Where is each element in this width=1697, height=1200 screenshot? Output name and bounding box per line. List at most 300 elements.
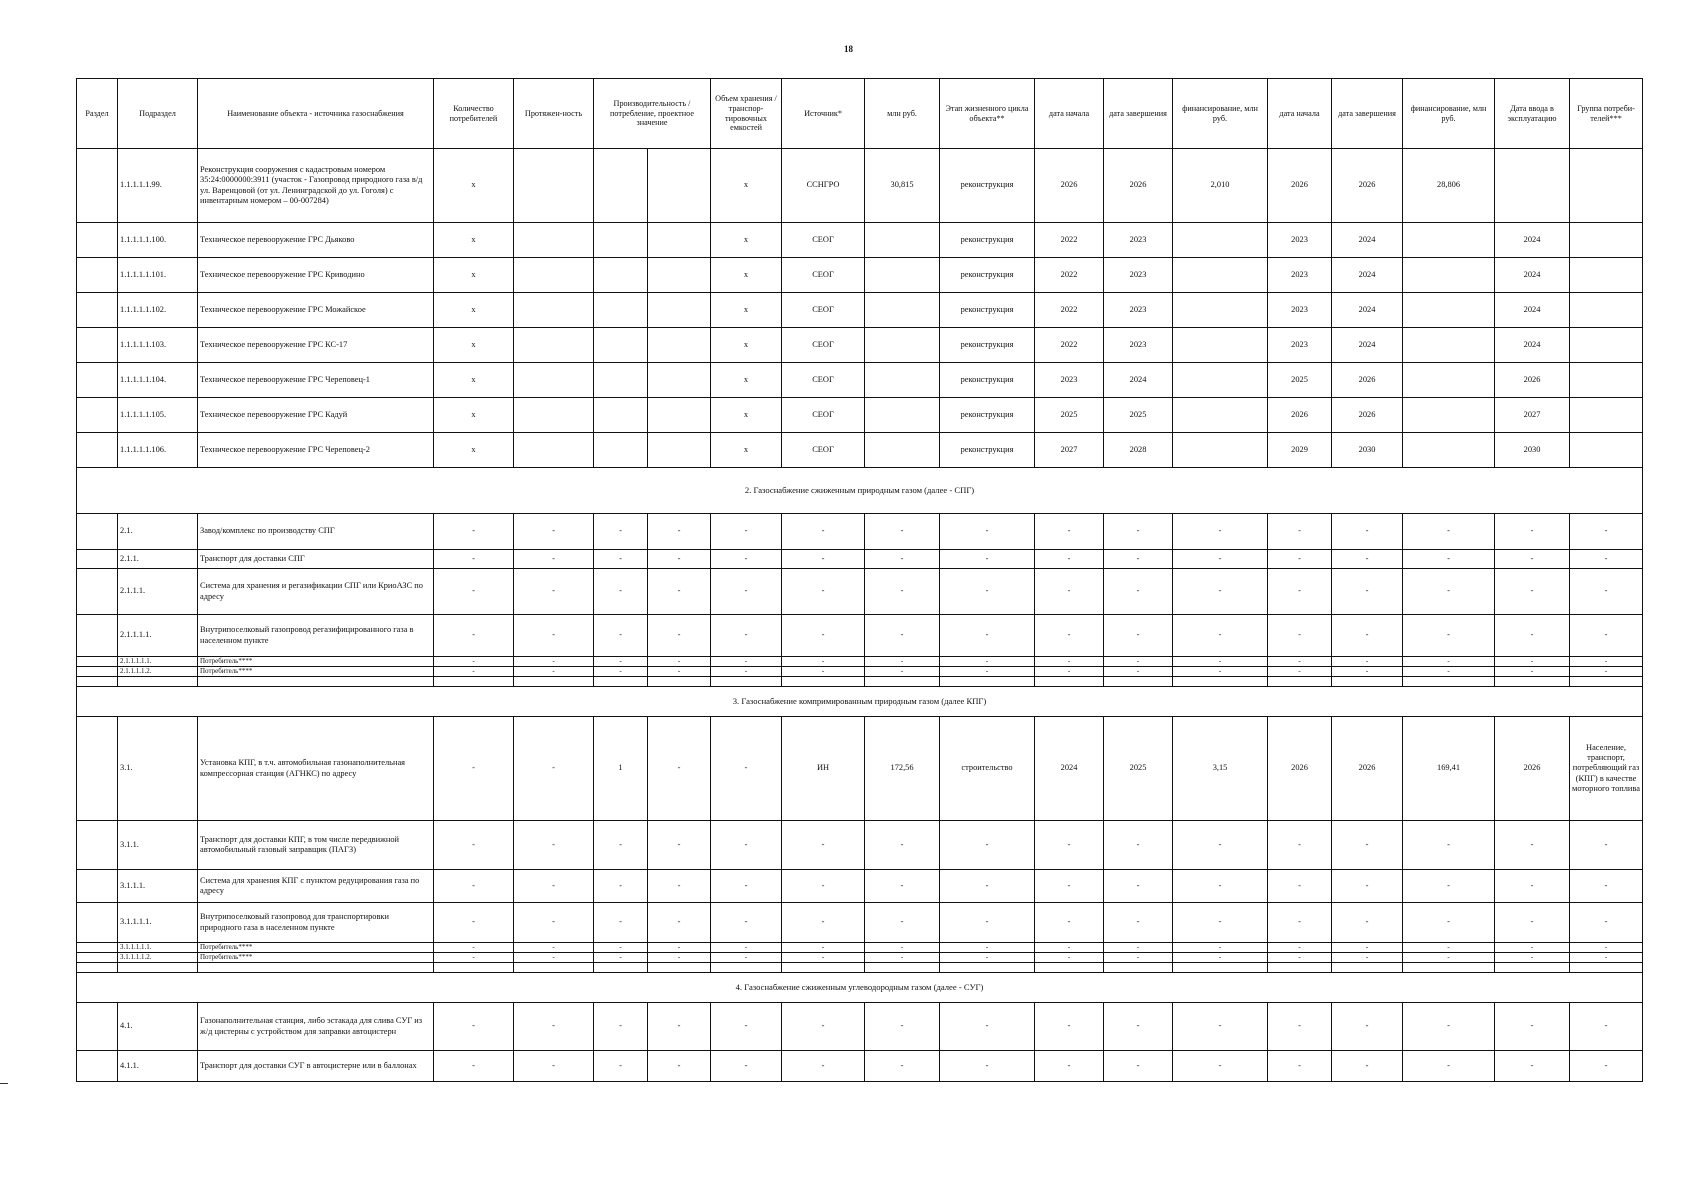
cell-d1e: - bbox=[1104, 903, 1173, 943]
cell-f1 bbox=[1173, 293, 1268, 328]
cell-d2e: 2026 bbox=[1332, 717, 1403, 821]
col-header-consumer-group: Группа потреби-телей*** bbox=[1570, 79, 1643, 149]
cell-p1 bbox=[594, 149, 648, 223]
cell-d2e: - bbox=[1332, 657, 1403, 667]
col-header-subsection: Подраздел bbox=[118, 79, 198, 149]
table-row bbox=[77, 903, 1643, 943]
cell-stage: - bbox=[940, 903, 1035, 943]
cell-vol: - bbox=[711, 615, 782, 657]
blank-cell bbox=[77, 963, 118, 973]
cell-group: - bbox=[1570, 657, 1643, 667]
col-header-financing-2: финансирование, млн руб. bbox=[1403, 79, 1495, 149]
cell-d2e: 2026 bbox=[1332, 398, 1403, 433]
cell-qty: x bbox=[434, 328, 514, 363]
cell-p1: - bbox=[594, 903, 648, 943]
cell-f2: - bbox=[1403, 953, 1495, 963]
cell-qty: - bbox=[434, 953, 514, 963]
cell-stage: реконструкция bbox=[940, 258, 1035, 293]
cell-group bbox=[1570, 149, 1643, 223]
cell-d1e: - bbox=[1104, 550, 1173, 569]
cell-vol: - bbox=[711, 821, 782, 870]
cell-group bbox=[1570, 328, 1643, 363]
section-cell bbox=[77, 433, 118, 468]
cell-d1e: 2023 bbox=[1104, 328, 1173, 363]
cell-f2 bbox=[1403, 293, 1495, 328]
cell-d1s: - bbox=[1035, 943, 1104, 953]
cell-d2e: - bbox=[1332, 953, 1403, 963]
object-name: Транспорт для доставки КПГ, в том числе передвижной автомобильный газовый заправщик (ПАГЗ) bbox=[198, 821, 434, 870]
cell-vol: x bbox=[711, 149, 782, 223]
cell-d2e: 2024 bbox=[1332, 293, 1403, 328]
cell-f2 bbox=[1403, 363, 1495, 398]
cell-qty: - bbox=[434, 514, 514, 550]
table-row bbox=[77, 514, 1643, 550]
cell-d2e: - bbox=[1332, 943, 1403, 953]
blank-row bbox=[77, 963, 1643, 973]
cell-group: - bbox=[1570, 943, 1643, 953]
table-row bbox=[77, 328, 1643, 363]
blank-row bbox=[77, 677, 1643, 687]
cell-commission: - bbox=[1495, 1051, 1570, 1082]
cell-group bbox=[1570, 433, 1643, 468]
cell-len: - bbox=[514, 1003, 594, 1051]
cell-d2e: - bbox=[1332, 870, 1403, 903]
cell-qty: - bbox=[434, 717, 514, 821]
cell-len bbox=[514, 223, 594, 258]
cell-d2e: - bbox=[1332, 615, 1403, 657]
cell-len: - bbox=[514, 667, 594, 677]
cell-mln bbox=[865, 363, 940, 398]
cell-d2e: - bbox=[1332, 903, 1403, 943]
blank-cell bbox=[118, 677, 198, 687]
subsection-code: 1.1.1.1.1.105. bbox=[118, 398, 198, 433]
cell-p2 bbox=[648, 149, 711, 223]
cell-stage: - bbox=[940, 821, 1035, 870]
table-row bbox=[77, 550, 1643, 569]
cell-d2e: 2026 bbox=[1332, 149, 1403, 223]
blank-cell bbox=[198, 963, 434, 973]
cell-p2: - bbox=[648, 569, 711, 615]
cell-d2s: 2023 bbox=[1268, 328, 1332, 363]
table-header-row bbox=[77, 79, 1643, 149]
cell-d1s: 2022 bbox=[1035, 293, 1104, 328]
table-row bbox=[77, 717, 1643, 821]
cell-d2e: 2026 bbox=[1332, 363, 1403, 398]
cell-stage: - bbox=[940, 667, 1035, 677]
section-cell bbox=[77, 550, 118, 569]
object-name: Транспорт для доставки СПГ bbox=[198, 550, 434, 569]
cell-stage: - bbox=[940, 870, 1035, 903]
cell-commission: - bbox=[1495, 514, 1570, 550]
cell-d1s: - bbox=[1035, 550, 1104, 569]
cell-d1e: - bbox=[1104, 870, 1173, 903]
cell-p2 bbox=[648, 223, 711, 258]
subsection-code: 1.1.1.1.1.106. bbox=[118, 433, 198, 468]
cell-mln bbox=[865, 223, 940, 258]
cell-d1s: 2022 bbox=[1035, 328, 1104, 363]
cell-d1e: 2024 bbox=[1104, 363, 1173, 398]
col-header-consumers: Количество потребителей bbox=[434, 79, 514, 149]
table-row bbox=[77, 657, 1643, 667]
cell-f2: 28,806 bbox=[1403, 149, 1495, 223]
blank-cell bbox=[434, 677, 514, 687]
cell-f2: - bbox=[1403, 514, 1495, 550]
cell-qty: x bbox=[434, 398, 514, 433]
cell-d1e: 2025 bbox=[1104, 717, 1173, 821]
cell-src: - bbox=[782, 943, 865, 953]
object-name: Потребитель**** bbox=[198, 657, 434, 667]
subsection-code: 1.1.1.1.1.102. bbox=[118, 293, 198, 328]
table-row bbox=[77, 293, 1643, 328]
object-name: Техническое перевооружение ГРС Череповец-1 bbox=[198, 363, 434, 398]
cell-p2: - bbox=[648, 1051, 711, 1082]
cell-f2: - bbox=[1403, 550, 1495, 569]
cell-d1e: 2025 bbox=[1104, 398, 1173, 433]
cell-p2: - bbox=[648, 514, 711, 550]
cell-len: - bbox=[514, 550, 594, 569]
cell-p2: - bbox=[648, 953, 711, 963]
cell-qty: - bbox=[434, 943, 514, 953]
cell-src: СЕОГ bbox=[782, 398, 865, 433]
cell-stage: - bbox=[940, 550, 1035, 569]
subsection-code: 1.1.1.1.1.99. bbox=[118, 149, 198, 223]
table-row bbox=[77, 398, 1643, 433]
section-cell bbox=[77, 569, 118, 615]
cell-d1e: - bbox=[1104, 821, 1173, 870]
blank-cell bbox=[648, 677, 711, 687]
cell-stage: - bbox=[940, 569, 1035, 615]
cell-qty: x bbox=[434, 363, 514, 398]
cell-len: - bbox=[514, 943, 594, 953]
cell-d1e: 2023 bbox=[1104, 258, 1173, 293]
cell-d1s: - bbox=[1035, 821, 1104, 870]
cell-d1e: 2028 bbox=[1104, 433, 1173, 468]
section-cell bbox=[77, 717, 118, 821]
object-name: Потребитель**** bbox=[198, 953, 434, 963]
cell-d2s: - bbox=[1268, 657, 1332, 667]
cell-mln: - bbox=[865, 821, 940, 870]
cell-qty: x bbox=[434, 149, 514, 223]
cell-f2: 169,41 bbox=[1403, 717, 1495, 821]
cell-d2e: - bbox=[1332, 569, 1403, 615]
page-number: 18 bbox=[844, 44, 853, 54]
cell-f2: - bbox=[1403, 1051, 1495, 1082]
cell-d1e: - bbox=[1104, 514, 1173, 550]
cell-d1s: 2026 bbox=[1035, 149, 1104, 223]
cell-f1: - bbox=[1173, 1003, 1268, 1051]
object-name: Внутрипоселковый газопровод регазифицированного газа в населенном пункте bbox=[198, 615, 434, 657]
table-row bbox=[77, 569, 1643, 615]
subsection-code: 1.1.1.1.1.100. bbox=[118, 223, 198, 258]
cell-f1 bbox=[1173, 398, 1268, 433]
blank-cell bbox=[1403, 677, 1495, 687]
cell-commission: - bbox=[1495, 870, 1570, 903]
cell-mln: - bbox=[865, 514, 940, 550]
table-row bbox=[77, 953, 1643, 963]
col-header-commission-date: Дата ввода в эксплуатацию bbox=[1495, 79, 1570, 149]
section-cell bbox=[77, 657, 118, 667]
cell-d2e: - bbox=[1332, 550, 1403, 569]
cell-d1e: - bbox=[1104, 1051, 1173, 1082]
section-cell bbox=[77, 514, 118, 550]
cell-f1: - bbox=[1173, 821, 1268, 870]
cell-f1: 2,010 bbox=[1173, 149, 1268, 223]
cell-mln: - bbox=[865, 943, 940, 953]
margin-mark bbox=[0, 1083, 8, 1084]
col-header-lifecycle-stage: Этап жизненного цикла объекта** bbox=[940, 79, 1035, 149]
cell-p1: - bbox=[594, 1051, 648, 1082]
cell-d2e: - bbox=[1332, 1051, 1403, 1082]
cell-d2s: 2023 bbox=[1268, 258, 1332, 293]
col-header-start-date-2: дата начала bbox=[1268, 79, 1332, 149]
section-cell bbox=[77, 1051, 118, 1082]
section-cell bbox=[77, 615, 118, 657]
cell-d2s: 2029 bbox=[1268, 433, 1332, 468]
section-cell bbox=[77, 870, 118, 903]
cell-mln: - bbox=[865, 615, 940, 657]
cell-p2: - bbox=[648, 657, 711, 667]
cell-stage: реконструкция bbox=[940, 363, 1035, 398]
cell-vol: x bbox=[711, 363, 782, 398]
subsection-code: 1.1.1.1.1.101. bbox=[118, 258, 198, 293]
cell-commission: - bbox=[1495, 657, 1570, 667]
cell-d2e: - bbox=[1332, 1003, 1403, 1051]
cell-stage: - bbox=[940, 1003, 1035, 1051]
cell-len bbox=[514, 149, 594, 223]
cell-d1e: - bbox=[1104, 1003, 1173, 1051]
cell-f2: - bbox=[1403, 1003, 1495, 1051]
cell-f1: - bbox=[1173, 657, 1268, 667]
cell-vol: x bbox=[711, 433, 782, 468]
cell-f2: - bbox=[1403, 657, 1495, 667]
cell-d2s: - bbox=[1268, 903, 1332, 943]
cell-d1e: 2023 bbox=[1104, 293, 1173, 328]
col-header-capacity: Производительность / потребление, проектное значение bbox=[594, 79, 711, 149]
cell-src: - bbox=[782, 1003, 865, 1051]
cell-d2e: - bbox=[1332, 514, 1403, 550]
cell-d1e: - bbox=[1104, 667, 1173, 677]
cell-stage: - bbox=[940, 657, 1035, 667]
section-cell bbox=[77, 953, 118, 963]
cell-p1: - bbox=[594, 1003, 648, 1051]
cell-p1: - bbox=[594, 514, 648, 550]
cell-p2 bbox=[648, 398, 711, 433]
cell-group: - bbox=[1570, 569, 1643, 615]
table-row bbox=[77, 363, 1643, 398]
cell-len: - bbox=[514, 514, 594, 550]
cell-mln: - bbox=[865, 1051, 940, 1082]
cell-len bbox=[514, 258, 594, 293]
cell-qty: - bbox=[434, 1003, 514, 1051]
object-name: Потребитель**** bbox=[198, 667, 434, 677]
cell-len: - bbox=[514, 569, 594, 615]
gas-supply-table bbox=[76, 78, 1643, 1082]
cell-d2s: - bbox=[1268, 667, 1332, 677]
table-row bbox=[77, 433, 1643, 468]
cell-commission: - bbox=[1495, 903, 1570, 943]
cell-len: - bbox=[514, 821, 594, 870]
section-heading-row bbox=[77, 468, 1643, 514]
object-name: Завод/комплекс по производству СПГ bbox=[198, 514, 434, 550]
cell-commission: - bbox=[1495, 615, 1570, 657]
cell-group: - bbox=[1570, 903, 1643, 943]
cell-d1s: 2025 bbox=[1035, 398, 1104, 433]
cell-f2: - bbox=[1403, 615, 1495, 657]
blank-cell bbox=[594, 677, 648, 687]
cell-group: - bbox=[1570, 953, 1643, 963]
section-cell bbox=[77, 149, 118, 223]
blank-cell bbox=[1104, 677, 1173, 687]
cell-d2s: - bbox=[1268, 569, 1332, 615]
cell-group bbox=[1570, 258, 1643, 293]
cell-p1 bbox=[594, 293, 648, 328]
cell-vol: - bbox=[711, 953, 782, 963]
cell-f2 bbox=[1403, 433, 1495, 468]
cell-f2 bbox=[1403, 328, 1495, 363]
cell-mln: 30,815 bbox=[865, 149, 940, 223]
cell-src: ССНГРО bbox=[782, 149, 865, 223]
cell-d1e: - bbox=[1104, 657, 1173, 667]
cell-stage: - bbox=[940, 615, 1035, 657]
cell-vol: x bbox=[711, 223, 782, 258]
cell-commission: 2024 bbox=[1495, 328, 1570, 363]
cell-f2: - bbox=[1403, 569, 1495, 615]
cell-group: - bbox=[1570, 1003, 1643, 1051]
cell-group bbox=[1570, 363, 1643, 398]
cell-p2 bbox=[648, 258, 711, 293]
cell-commission: 2027 bbox=[1495, 398, 1570, 433]
cell-f2 bbox=[1403, 223, 1495, 258]
cell-src: ИН bbox=[782, 717, 865, 821]
subsection-code: 2.1.1.1. bbox=[118, 569, 198, 615]
cell-mln: - bbox=[865, 953, 940, 963]
col-header-source: Источник* bbox=[782, 79, 865, 149]
cell-group: - bbox=[1570, 514, 1643, 550]
cell-src: СЕОГ bbox=[782, 293, 865, 328]
cell-f1: - bbox=[1173, 953, 1268, 963]
cell-stage: - bbox=[940, 943, 1035, 953]
cell-qty: - bbox=[434, 903, 514, 943]
subsection-code: 1.1.1.1.1.104. bbox=[118, 363, 198, 398]
section-cell bbox=[77, 293, 118, 328]
table-row bbox=[77, 821, 1643, 870]
cell-p2: - bbox=[648, 870, 711, 903]
cell-vol: - bbox=[711, 667, 782, 677]
subsection-code: 1.1.1.1.1.103. bbox=[118, 328, 198, 363]
cell-mln: 172,56 bbox=[865, 717, 940, 821]
cell-group: Население, транспорт, потребляющий газ (КПГ) в качестве моторного топлива bbox=[1570, 717, 1643, 821]
table-row bbox=[77, 667, 1643, 677]
cell-stage: реконструкция bbox=[940, 149, 1035, 223]
cell-d1s: - bbox=[1035, 657, 1104, 667]
cell-d2s: - bbox=[1268, 514, 1332, 550]
object-name: Техническое перевооружение ГРС Череповец-2 bbox=[198, 433, 434, 468]
cell-commission: - bbox=[1495, 667, 1570, 677]
blank-cell bbox=[940, 963, 1035, 973]
cell-d2e: - bbox=[1332, 821, 1403, 870]
cell-vol: - bbox=[711, 903, 782, 943]
blank-cell bbox=[1173, 677, 1268, 687]
cell-p1: - bbox=[594, 870, 648, 903]
cell-mln: - bbox=[865, 657, 940, 667]
cell-p1: - bbox=[594, 569, 648, 615]
cell-f1 bbox=[1173, 223, 1268, 258]
cell-f2 bbox=[1403, 398, 1495, 433]
blank-cell bbox=[1495, 963, 1570, 973]
subsection-code: 3.1.1.1. bbox=[118, 870, 198, 903]
cell-len bbox=[514, 433, 594, 468]
blank-cell bbox=[1268, 677, 1332, 687]
cell-src: - bbox=[782, 953, 865, 963]
cell-stage: реконструкция bbox=[940, 328, 1035, 363]
cell-p1: - bbox=[594, 550, 648, 569]
cell-stage: реконструкция bbox=[940, 433, 1035, 468]
table-row bbox=[77, 870, 1643, 903]
cell-d2s: - bbox=[1268, 1003, 1332, 1051]
cell-d2s: - bbox=[1268, 821, 1332, 870]
subsection-code: 3.1.1.1.1. bbox=[118, 903, 198, 943]
subsection-code: 2.1.1.1.1.2. bbox=[118, 667, 198, 677]
cell-vol: - bbox=[711, 943, 782, 953]
cell-d1e: 2023 bbox=[1104, 223, 1173, 258]
section-cell bbox=[77, 943, 118, 953]
cell-d1s: - bbox=[1035, 903, 1104, 943]
object-name: Техническое перевооружение ГРС Дьяково bbox=[198, 223, 434, 258]
subsection-code: 3.1.1. bbox=[118, 821, 198, 870]
cell-f2: - bbox=[1403, 943, 1495, 953]
cell-d2s: - bbox=[1268, 1051, 1332, 1082]
object-name: Реконструкция сооружения с кадастровым номером 35:24:0000000:3911 (участок - Газопровод природного газа в/д ул. Варенцовой (от ул. Ленинградской до ул. Гоголя) с инвентарным номером – 00-007284) bbox=[198, 149, 434, 223]
section-cell bbox=[77, 223, 118, 258]
cell-d1e: 2026 bbox=[1104, 149, 1173, 223]
cell-d1s: - bbox=[1035, 953, 1104, 963]
col-header-end-date-1: дата завершения bbox=[1104, 79, 1173, 149]
cell-qty: - bbox=[434, 657, 514, 667]
section-cell bbox=[77, 328, 118, 363]
cell-commission: - bbox=[1495, 1003, 1570, 1051]
cell-len: - bbox=[514, 870, 594, 903]
cell-p2: - bbox=[648, 667, 711, 677]
cell-d1s: - bbox=[1035, 514, 1104, 550]
cell-vol: x bbox=[711, 293, 782, 328]
cell-vol: - bbox=[711, 870, 782, 903]
cell-vol: - bbox=[711, 657, 782, 667]
cell-f1 bbox=[1173, 433, 1268, 468]
cell-src: СЕОГ bbox=[782, 223, 865, 258]
object-name: Техническое перевооружение ГРС Кадуй bbox=[198, 398, 434, 433]
cell-f2: - bbox=[1403, 821, 1495, 870]
cell-p2: - bbox=[648, 717, 711, 821]
cell-mln bbox=[865, 328, 940, 363]
object-name: Потребитель**** bbox=[198, 943, 434, 953]
table-row bbox=[77, 1003, 1643, 1051]
cell-mln: - bbox=[865, 870, 940, 903]
cell-vol: x bbox=[711, 328, 782, 363]
cell-qty: - bbox=[434, 870, 514, 903]
object-name: Система для хранения и регазификации СПГ или КриоАЗС по адресу bbox=[198, 569, 434, 615]
object-name: Установка КПГ, в т.ч. автомобильная газонаполнительная компрессорная станция (АГНКС) по адресу bbox=[198, 717, 434, 821]
object-name: Техническое перевооружение ГРС Криводино bbox=[198, 258, 434, 293]
blank-cell bbox=[1268, 963, 1332, 973]
cell-d2s: 2026 bbox=[1268, 717, 1332, 821]
cell-p1: - bbox=[594, 657, 648, 667]
cell-len: - bbox=[514, 903, 594, 943]
blank-cell bbox=[1570, 963, 1643, 973]
table-row bbox=[77, 258, 1643, 293]
cell-f1: - bbox=[1173, 550, 1268, 569]
cell-commission: - bbox=[1495, 569, 1570, 615]
cell-vol: - bbox=[711, 514, 782, 550]
